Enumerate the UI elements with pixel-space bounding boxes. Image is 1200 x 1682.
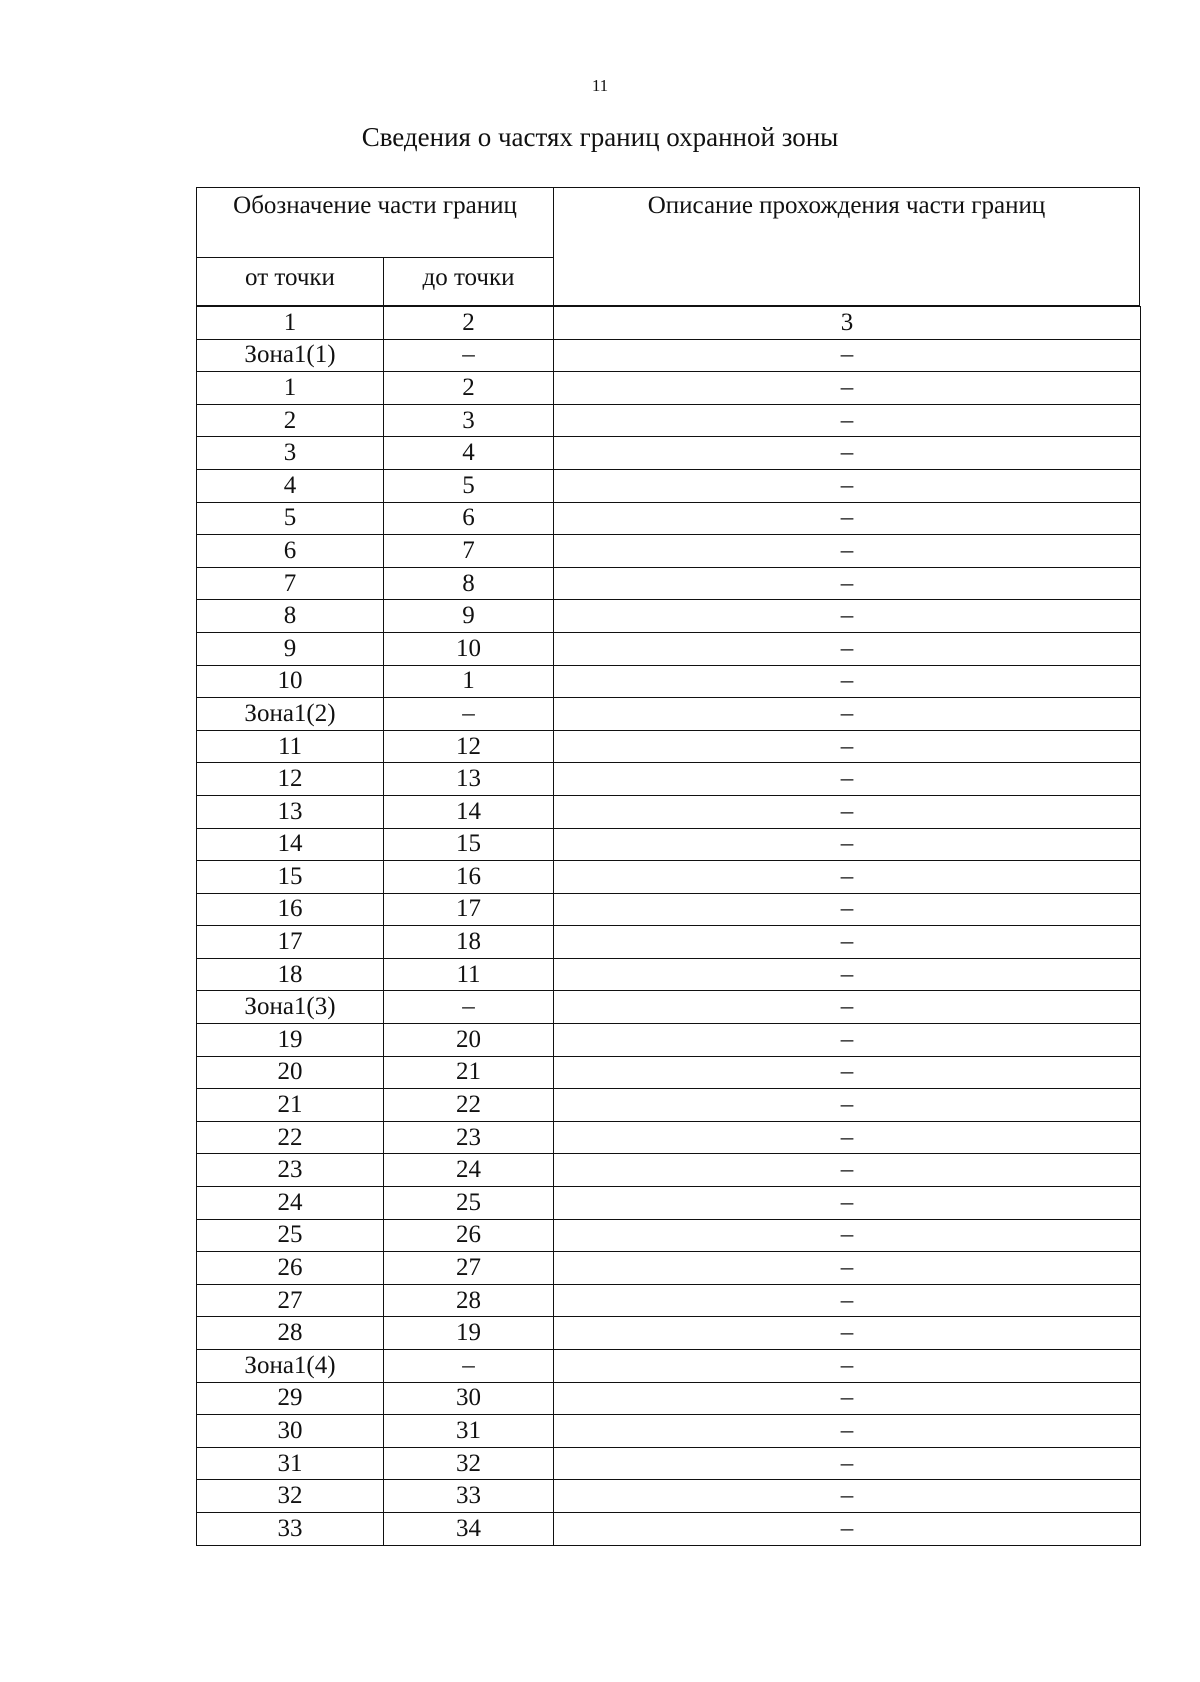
cell-from-point: 26: [197, 1252, 384, 1285]
cell-to-point: 13: [384, 763, 554, 796]
table-row: [197, 632, 1141, 665]
cell-from-point: 3: [197, 437, 384, 470]
cell-description: –: [554, 1284, 1141, 1317]
document-title: Сведения о частях границ охранной зоны: [361, 122, 839, 152]
cell-to-point: 22: [384, 1089, 554, 1122]
cell-description: –: [554, 763, 1141, 796]
table-row: [197, 795, 1141, 828]
cell-description: –: [554, 893, 1141, 926]
table-row: [197, 1382, 1141, 1415]
table-row: [197, 1219, 1141, 1252]
cell-to-point: 18: [384, 926, 554, 959]
cell-from-point: 17: [197, 926, 384, 959]
cell-description: –: [554, 1056, 1141, 1089]
cell-from-point: 24: [197, 1187, 384, 1220]
table-row: [197, 1024, 1141, 1057]
table-row: [197, 861, 1141, 894]
cell-description: –: [554, 469, 1141, 502]
table-row: [197, 698, 1141, 731]
cell-to-point: 9: [384, 600, 554, 633]
cell-from-point: 22: [197, 1121, 384, 1154]
cell-description: –: [554, 567, 1141, 600]
table-row: [197, 437, 1141, 470]
cell-to-point: 28: [384, 1284, 554, 1317]
cell-to-point: 14: [384, 795, 554, 828]
cell-description: –: [554, 1089, 1141, 1122]
cell-from-point: 32: [197, 1480, 384, 1513]
cell-description: –: [554, 1317, 1141, 1350]
cell-from-point: Зона1(3): [197, 991, 384, 1024]
cell-to-point: 17: [384, 893, 554, 926]
cell-description: –: [554, 1024, 1141, 1057]
cell-to-point: 23: [384, 1121, 554, 1154]
cell-to-point: 34: [384, 1512, 554, 1545]
table-row: [197, 730, 1141, 763]
cell-from-point: 5: [197, 502, 384, 535]
cell-description: –: [554, 1219, 1141, 1252]
table-row: [197, 763, 1141, 796]
cell-to-point: 16: [384, 861, 554, 894]
cell-description: –: [554, 698, 1141, 731]
table-row: [197, 991, 1141, 1024]
cell-from-point: 4: [197, 469, 384, 502]
cell-from-point: 16: [197, 893, 384, 926]
table-row: [197, 502, 1141, 535]
cell-description: –: [554, 372, 1141, 405]
cell-to-point: 5: [384, 469, 554, 502]
cell-description: –: [554, 502, 1141, 535]
cell-from-point: 29: [197, 1382, 384, 1415]
cell-description: –: [554, 1350, 1141, 1383]
cell-from-point: 30: [197, 1415, 384, 1448]
table-row: [197, 828, 1141, 861]
cell-from-point: 20: [197, 1056, 384, 1089]
cell-from-point: 27: [197, 1284, 384, 1317]
table-row: [197, 404, 1141, 437]
table-row: [197, 665, 1141, 698]
cell-to-point: 19: [384, 1317, 554, 1350]
table-row: [197, 600, 1141, 633]
cell-to-point: 4: [384, 437, 554, 470]
cell-description: –: [554, 991, 1141, 1024]
cell-to-point: –: [384, 991, 554, 1024]
cell-description: –: [554, 339, 1141, 372]
table-row: [197, 372, 1141, 405]
cell-from-point: 33: [197, 1512, 384, 1545]
cell-to-point: 6: [384, 502, 554, 535]
cell-from-point: 28: [197, 1317, 384, 1350]
cell-from-point: 13: [197, 795, 384, 828]
cell-from-point: 12: [197, 763, 384, 796]
cell-to-point: –: [384, 698, 554, 731]
cell-to-point: 7: [384, 535, 554, 568]
cell-to-point: 25: [384, 1187, 554, 1220]
cell-to-point: 11: [384, 958, 554, 991]
cell-description: –: [554, 1447, 1141, 1480]
table-row: [197, 307, 1141, 340]
cell-to-point: 12: [384, 730, 554, 763]
header-to-point: до точки: [384, 258, 554, 305]
table-row: [197, 1415, 1141, 1448]
cell-description: –: [554, 828, 1141, 861]
cell-from-point: Зона1(2): [197, 698, 384, 731]
cell-description: –: [554, 730, 1141, 763]
cell-from-point: 1: [197, 372, 384, 405]
table-row: [197, 1154, 1141, 1187]
cell-to-point: –: [384, 339, 554, 372]
cell-description: –: [554, 404, 1141, 437]
cell-to-point: 2: [384, 307, 554, 340]
cell-description: –: [554, 1382, 1141, 1415]
cell-description: –: [554, 1187, 1141, 1220]
cell-from-point: 7: [197, 567, 384, 600]
cell-from-point: 9: [197, 632, 384, 665]
table-row: [197, 1317, 1141, 1350]
table-row: [197, 893, 1141, 926]
cell-from-point: 14: [197, 828, 384, 861]
page-number: 11: [591, 76, 609, 95]
cell-to-point: 30: [384, 1382, 554, 1415]
table-row: [197, 926, 1141, 959]
table-row: [197, 1187, 1141, 1220]
cell-to-point: –: [384, 1350, 554, 1383]
cell-to-point: 32: [384, 1447, 554, 1480]
table-header: [196, 187, 1140, 306]
cell-to-point: 21: [384, 1056, 554, 1089]
cell-to-point: 33: [384, 1480, 554, 1513]
table-row: [197, 1480, 1141, 1513]
cell-description: –: [554, 1415, 1141, 1448]
cell-from-point: 10: [197, 665, 384, 698]
cell-description: –: [554, 861, 1141, 894]
cell-from-point: 6: [197, 535, 384, 568]
table-row: [197, 339, 1141, 372]
cell-to-point: 24: [384, 1154, 554, 1187]
cell-description: –: [554, 795, 1141, 828]
cell-description: –: [554, 437, 1141, 470]
boundary-parts-table: [196, 306, 1141, 1546]
cell-to-point: 10: [384, 632, 554, 665]
cell-to-point: 27: [384, 1252, 554, 1285]
header-designation: Обозначение части границ: [197, 188, 554, 258]
cell-to-point: 8: [384, 567, 554, 600]
cell-description: –: [554, 1121, 1141, 1154]
cell-description: –: [554, 958, 1141, 991]
cell-from-point: Зона1(4): [197, 1350, 384, 1383]
table-row: [197, 1089, 1141, 1122]
table-row: [197, 567, 1141, 600]
header-from-point: от точки: [197, 258, 384, 305]
cell-from-point: 1: [197, 307, 384, 340]
table-row: [197, 1056, 1141, 1089]
table-row: [197, 958, 1141, 991]
cell-description: –: [554, 535, 1141, 568]
cell-from-point: 8: [197, 600, 384, 633]
header-description: Описание прохождения части границ: [647, 192, 1046, 219]
cell-from-point: Зона1(1): [197, 339, 384, 372]
cell-from-point: 15: [197, 861, 384, 894]
cell-description: –: [554, 600, 1141, 633]
cell-from-point: 11: [197, 730, 384, 763]
cell-description: –: [554, 1480, 1141, 1513]
cell-description: 3: [554, 307, 1141, 340]
cell-description: –: [554, 1252, 1141, 1285]
cell-from-point: 2: [197, 404, 384, 437]
cell-to-point: 20: [384, 1024, 554, 1057]
table-row: [197, 1512, 1141, 1545]
table-row: [197, 1447, 1141, 1480]
cell-from-point: 21: [197, 1089, 384, 1122]
table-row: [197, 1284, 1141, 1317]
table-row: [197, 1350, 1141, 1383]
cell-to-point: 31: [384, 1415, 554, 1448]
cell-from-point: 25: [197, 1219, 384, 1252]
cell-description: –: [554, 926, 1141, 959]
cell-description: –: [554, 632, 1141, 665]
cell-to-point: 26: [384, 1219, 554, 1252]
cell-description: –: [554, 1512, 1141, 1545]
table-row: [197, 1252, 1141, 1285]
table-body: [197, 307, 1141, 1546]
cell-from-point: 19: [197, 1024, 384, 1057]
cell-to-point: 2: [384, 372, 554, 405]
cell-from-point: 31: [197, 1447, 384, 1480]
cell-from-point: 23: [197, 1154, 384, 1187]
cell-description: –: [554, 1154, 1141, 1187]
table-row: [197, 535, 1141, 568]
cell-from-point: 18: [197, 958, 384, 991]
cell-to-point: 3: [384, 404, 554, 437]
cell-to-point: 15: [384, 828, 554, 861]
cell-description: –: [554, 665, 1141, 698]
table-row: [197, 469, 1141, 502]
cell-to-point: 1: [384, 665, 554, 698]
table-row: [197, 1121, 1141, 1154]
